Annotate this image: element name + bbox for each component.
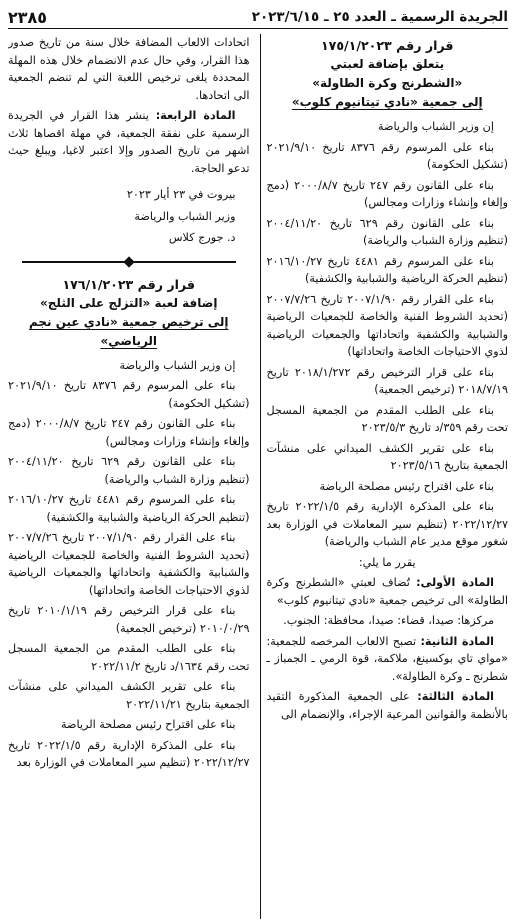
article-4-text: ينشر هذا القرار في الجريدة الرسمية على نفقة الجمعية، في مهلة اقصاها ثلاث اشهر من تاريخ الصدور وإلا اعتبر لاغيا، ويبلغ حيث تدعو الحاجة. [8,109,250,175]
recital-176-3: بناء على القانون رقم ٦٢٩ تاريخ ٢٠٠٤/١١/٢٠ (تنظيم وزارة الشباب والرياضة) [8,455,250,486]
left-column [8,34,250,919]
article-2 [267,633,509,686]
recital-176-10: بناء على المذكرة الإدارية رقم ٢٠٢٢/١/٥ تاريخ ٢٠٢٢/١٢/٢٧ (تنظيم سير المعاملات في الوزارة بعد [8,738,250,769]
recital-176-9: بناء على اقتراح رئيس مصلحة الرياضة [61,718,236,731]
association-location: مركزها: صيدا، قضاء: صيدا، محافظة: الجنوب. [283,614,494,627]
recital-176-1: بناء على المرسوم رقم ٨٣٧٦ تاريخ ٢٠٢١/٩/١٠ (تشكيل الحكومة) [8,379,250,410]
recital-175-4: بناء على المرسوم رقم ٤٤٨١ تاريخ ٢٠١٦/١٠/٢٧ (تنظيم الحركة الرياضية والشبابية والكشفية) [266,254,508,285]
recital-175-1: بناء على المرسوم رقم ٨٣٧٦ تاريخ ٢٠٢١/٩/١٠ (تشكيل الحكومة) [266,140,508,171]
recital-175-9: بناء على اقتراح رئيس مصلحة الرياضة [319,479,494,493]
decision-176-minister: إن وزير الشباب والرياضة [119,358,236,372]
article-3 [267,688,509,723]
page-columns [8,34,508,919]
recital-175-5: بناء على القرار رقم ٢٠٠٧/١/٩٠ تاريخ ٢٠٠٧/٧/٢٦ (تحديد الشروط الفنية والخاصة للجمعيات الرياضية والشبابية والكشفية واتحاداتها والجمعيات الرياضية لذوي الاحتياجات الخاصة واتحاداتها) [266,292,508,358]
decision-175-minister: إن وزير الشباب والرياضة [377,120,494,133]
place-and-date: بيروت في ٢٣ أيار ٢٠٢٣ [126,188,236,201]
article-4-label: المادة الرابعة: [155,109,236,122]
page-header [8,6,508,29]
article-1 [267,574,509,609]
article-3-label: المادة الثالثة: [417,690,494,703]
recital-175-8: بناء على تقرير الكشف الميداني على منشآت الجمعية بتاريخ ٢٠٢٣/٥/١٦ [266,441,508,472]
decision-176-number: قرار رقم ١٧٦/١/٢٠٢٣ [62,276,195,292]
recital-176-7: بناء على الطلب المقدم من الجمعية المسجل تحت رقم ١٦٣٤/د تاريخ ٢٠٢٢/١١/٢ [8,642,250,673]
recital-176-5: بناء على القرار رقم ٢٠٠٧/١/٩٠ تاريخ ٢٠٠٧/٧/٢٦ (تحديد الشروط الفنية والخاصة للجمعيات الرياضية والشبابية والكشفية واتحاداتها والجمعيات الرياضية لذوي الاحتياجات الخاصة واتحاداتها) [8,531,250,597]
page-number: ٢٣٨٥ [8,7,48,27]
decides-heading: يقرر ما يلي: [358,555,416,569]
signer-title: وزير الشباب والرياضة [134,209,236,223]
right-column [260,34,509,919]
signer-name: د. جورج كلاس [168,231,236,244]
decision-175-subject-line-2: «الشطرنج وكرة الطاولة» [312,76,463,90]
decision-175-subject-line-1: يتعلق بإضافة لعبتي [330,57,445,71]
article-3-continuation: اتحادات الالعاب المضافة خلال سنة من تاريخ صدور هذا القرار، وفي حال عدم الانضمام خلال هذه المهلة المحددة يلغى ترخيص اللعبة التي لم تنضم الجمعية الى اتحادها. [8,36,250,102]
article-2-text: تصبح الالعاب المرخصه للجمعية: «مواي تاي بوكسينغ، ملاكمة، قوة الرمي ـ الجمباز ـ شطرنج ـ وكرة الطاولة». [266,634,508,683]
decision-175-number: قرار رقم ١٧٥/١/٢٠٢٣ [321,38,454,53]
recital-175-10: بناء على المذكرة الإدارية رقم ٢٠٢٢/١/٥ تاريخ ٢٠٢٢/١٢/٢٧ (تنظيم سير المعاملات في الوزارة بعد شغور موقع مدير عام الشباب والرياضة) [266,500,508,548]
article-2-label: المادة الثانية: [420,634,494,648]
article-4 [8,107,250,177]
recital-176-6: بناء على قرار الترخيص رقم ٢٠١٠/١/١٩ تاريخ ٢٠١٠/٠/٢٩ (ترخيص الجمعية) [8,604,250,635]
article-1-label: المادة الأولى: [416,576,494,589]
decision-176-subject-line-1: إضافة لعبة «التزلج على الثلج» [40,295,218,310]
article-1-text: تُضاف لعبتي «الشطرنج وكرة الطاولة» الى ترخيص جمعية «نادي تيتانيوم كلوب» [266,576,508,607]
recital-176-2: بناء على القانون رقم ٢٤٧ تاريخ ٢٠٠٠/٨/٧ (دمج وإلغاء وإنشاء وزارات ومجالس) [8,417,250,448]
recital-176-4: بناء على المرسوم رقم ٤٤٨١ تاريخ ٢٠١٦/١٠/٢٧ (تنظيم الحركة الرياضية والشبابية والكشفية) [8,493,250,524]
recital-176-8: بناء على تقرير الكشف الميداني على منشآت الجمعية بتاريخ ٢٠٢٢/١١/٢١ [8,680,250,711]
section-divider [22,255,236,269]
article-3-text: على الجمعية المذكورة التقيد بالأنظمة والقوانين المرعية الإجراء، والإنضمام الى [266,690,508,721]
gazette-issue-info: الجريدة الرسمية ـ العدد ٢٥ ـ ٢٠٢٣/٦/١٥ [251,9,508,25]
decision-176-subject-line-2: إلى ترخيص جمعية «نادي عين نجم الرياضي» [28,314,229,348]
recital-175-7: بناء على الطلب المقدم من الجمعية المسجل تحت رقم ٣٥٩/د تاريخ ٢٠٢٣/٥/٣ [266,403,508,434]
recital-175-2: بناء على القانون رقم ٢٤٧ تاريخ ٢٠٠٠/٨/٧ (دمج وإلغاء وإنشاء وزارات ومجالس) [266,178,508,209]
decision-175-subject-line-3: إلى جمعية «نادي تيتانيوم كلوب» [291,95,483,109]
recital-175-3: بناء على القانون رقم ٦٢٩ تاريخ ٢٠٠٤/١١/٢٠ (تنظيم وزارة الشباب والرياضة) [266,216,508,247]
recital-175-6: بناء على قرار الترخيص رقم ٢٠١٨/١/٢٧٢ تاريخ ٢٠١٨/٧/١٩ (ترخيص الجمعية) [266,365,508,396]
